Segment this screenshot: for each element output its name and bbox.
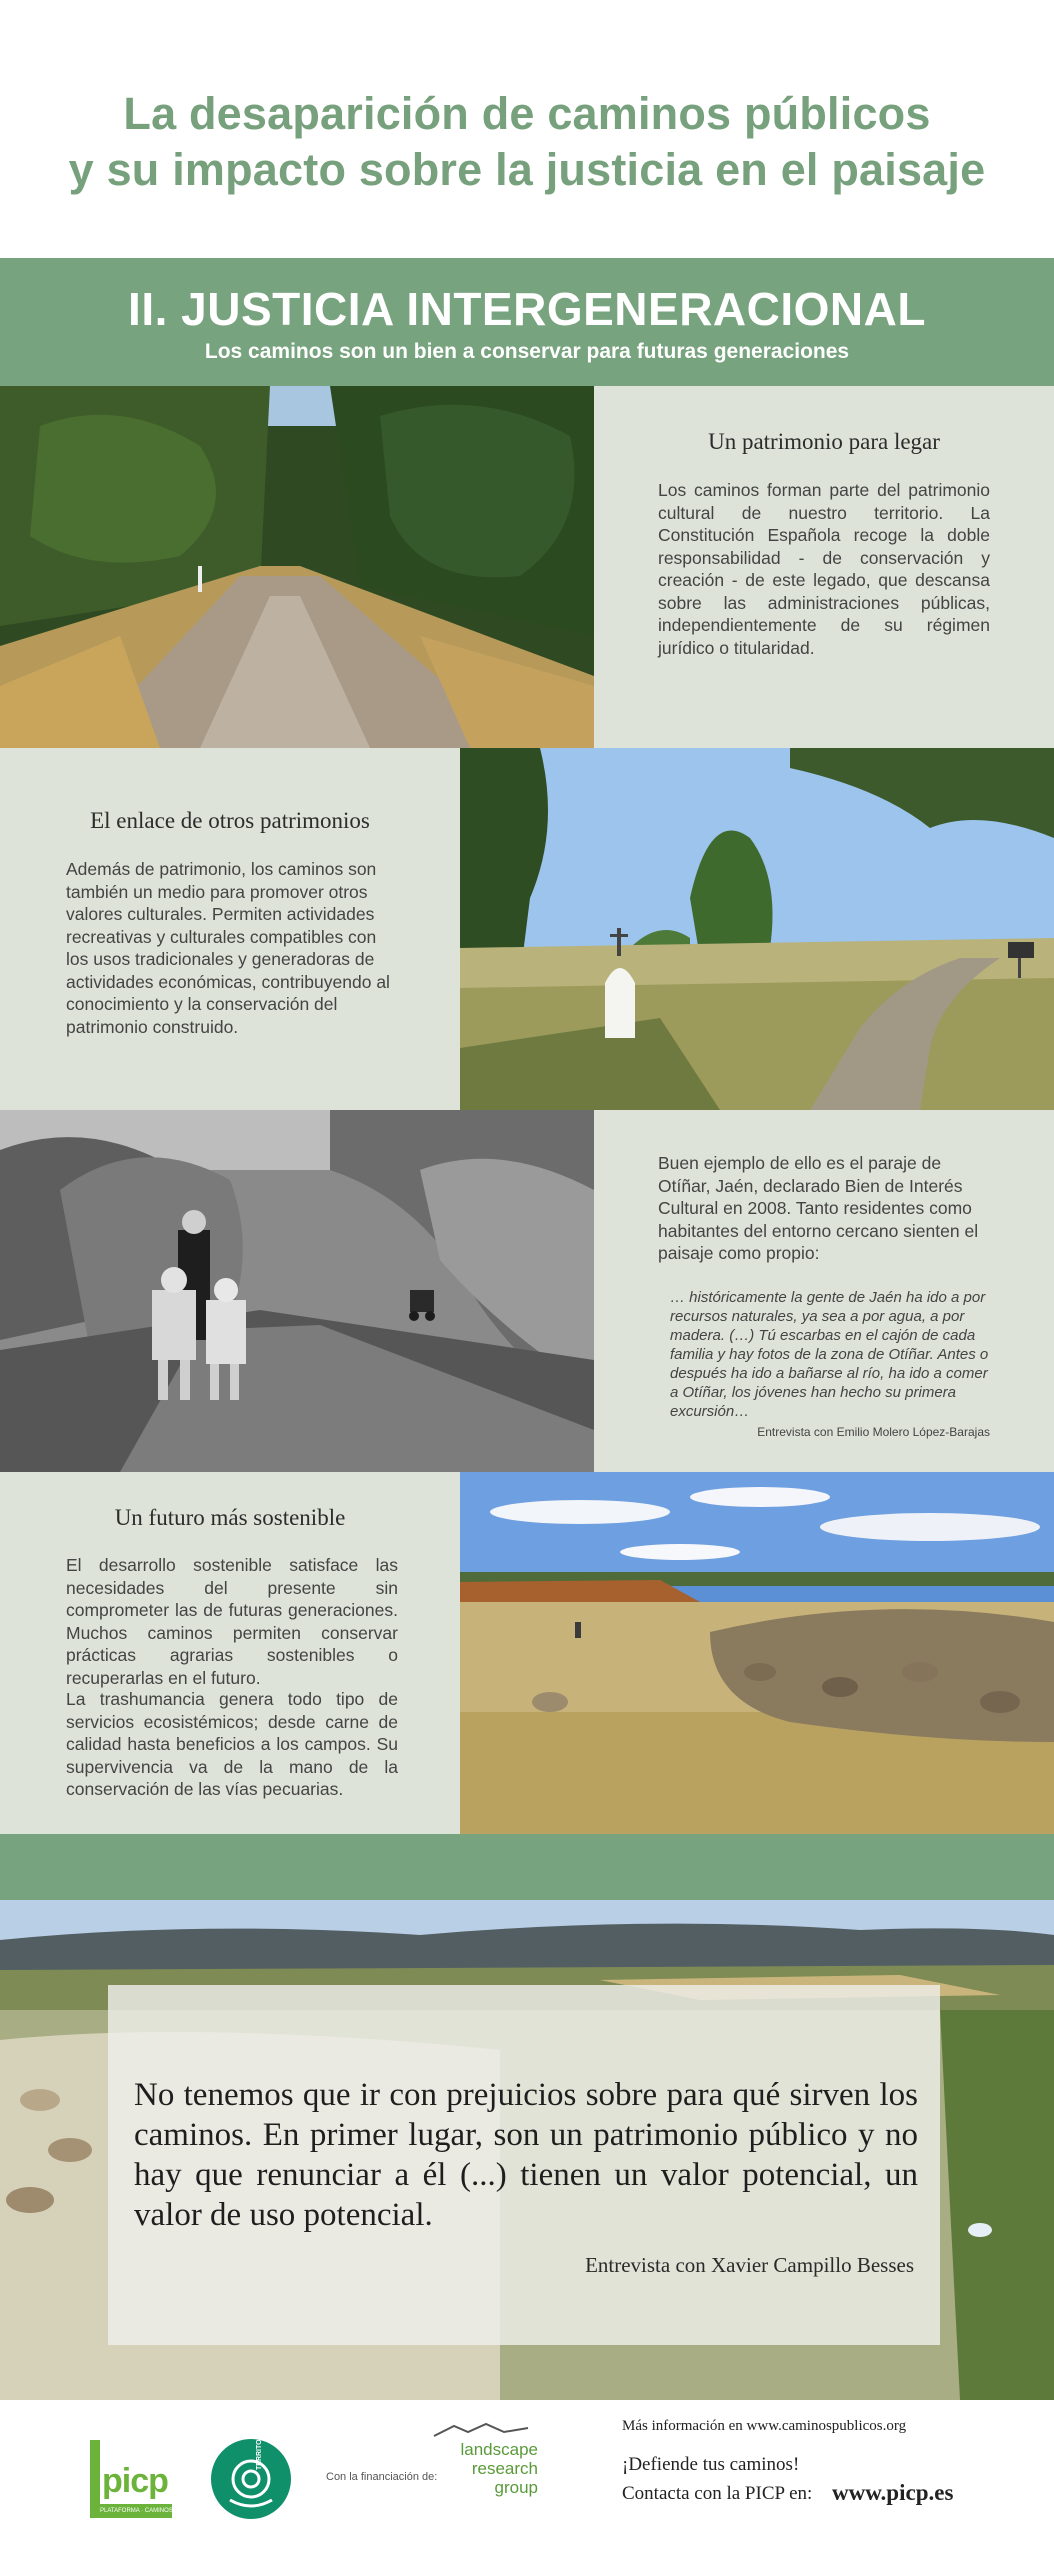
territoria-logo[interactable] <box>210 2427 292 2520</box>
contacta-text: Contacta con la PICP en: <box>622 2483 813 2504</box>
patrimonio-heading: Un patrimonio para legar <box>708 429 940 454</box>
section-title: II. JUSTICIA INTERGENERACIONAL <box>128 283 926 335</box>
page-header <box>0 0 1054 258</box>
mountain-line-icon <box>432 2422 532 2438</box>
defiende-text: ¡Defiende tus caminos! <box>622 2454 800 2475</box>
territoria-emblem-icon <box>210 2438 292 2520</box>
lrg-line3: group <box>494 2478 538 2497</box>
enlace-panel <box>0 748 460 1110</box>
row-otinar <box>0 1110 1054 1472</box>
otinar-quote: … históricamente la gente de Jaén ha ido a por recursos naturales, ya sea a por agua, a por madera. (…) Tú escarbas en el cajón de cada familia y hay fotos de la zona de Otíñar. Antes o después ha ido a bañarse al río, ha ido a comer a Otíñar, los jóvenes han hecho su primera excursión… <box>670 1289 989 1420</box>
sheep-flock-photo <box>460 1472 1054 1834</box>
territoria-logo-text: TERRITORIA <box>256 2427 263 2470</box>
picp-logo[interactable] <box>90 2440 205 2518</box>
futuro-heading: Un futuro más sostenible <box>114 1505 346 1530</box>
green-divider-strip <box>0 1834 1054 1900</box>
feature-quote-credit: Entrevista con Xavier Campillo Besses <box>585 2253 914 2277</box>
enlace-heading: El enlace de otros patrimonios <box>90 808 370 833</box>
row-enlace <box>0 748 1054 1110</box>
row-futuro <box>0 1472 1054 1834</box>
futuro-text-2: La trashumancia genera todo tipo de servicios ecosistémicos; desde carne de calidad hasta beneficios a los campos. Su supervivencia va de la mano de la conservación de las vías pecuarias. <box>66 1689 398 1799</box>
page-title-line2: y su impacto sobre la justicia en el paisaje <box>68 144 986 195</box>
section-subtitle: Los caminos son un bien a conservar para futuras generaciones <box>204 340 850 363</box>
historic-children-photo <box>0 1110 594 1472</box>
otinar-panel <box>594 1110 1054 1472</box>
enlace-text: Además de patrimonio, los caminos son también un medio para promover otros valores culturales. Permiten actividades recreativas y culturales compatibles con los usos tradicionales y generadoras de actividades económicas, contribuyendo al conocimiento y la conservación del patrimonio construido. <box>66 859 390 1037</box>
row-patrimonio <box>0 386 1054 748</box>
lrg-line1: landscape <box>460 2440 538 2459</box>
futuro-panel <box>0 1472 460 1834</box>
section-band <box>0 258 1054 386</box>
picp-logo-text: picp <box>102 2462 168 2500</box>
page-title-line1: La desaparición de caminos públicos <box>123 88 931 139</box>
feature-quote-box <box>108 1985 940 2345</box>
feature-quote-text: No tenemos que ir con prejuicios sobre para qué sirven los caminos. En primer lugar, son un patrimonio público y no hay que renunciar a él (...) tienen un valor potencial, un valor de uso potencial. <box>134 2077 918 2233</box>
otinar-quote-credit: Entrevista con Emilio Molero López-Barajas <box>757 1425 990 1439</box>
landscape-research-group-logo[interactable] <box>428 2422 538 2518</box>
patrimonio-text: Los caminos forman parte del patrimonio cultural de nuestro territorio. La Constitución Española recoge la doble responsabilidad - de conservación y creación - de este legado, que descansa sobre las administraciones públicas, independientemente de su régimen jurídico o titularidad. <box>658 480 990 658</box>
otinar-text: Buen ejemplo de ello es el paraje de Otíñar, Jaén, declarado Bien de Interés Cultural en 2008. Tanto residentes como habitantes del entorno cercano sienten el paisaje como propio: <box>658 1153 979 1263</box>
patrimonio-panel <box>594 386 1054 748</box>
lrg-line2: research <box>471 2459 538 2478</box>
more-info-link[interactable]: Más información en www.caminospublicos.org <box>622 2418 907 2434</box>
picp-website-link[interactable]: www.picp.es <box>832 2480 954 2505</box>
forest-path-photo <box>0 386 594 748</box>
footer <box>0 2400 1054 2560</box>
financiacion-label: Con la financiación de: <box>326 2471 438 2483</box>
picp-logo-subtext: PLATAFORMA · CAMINOS PÚBLICOS <box>100 2508 205 2514</box>
chapel-path-photo <box>460 748 1054 1110</box>
futuro-text-1: El desarrollo sostenible satisface las necesidades del presente sin comprometer las de futuras generaciones. Muchos caminos permiten conservar prácticas agrarias sostenibles o recuperarlas en el futuro. <box>66 1555 398 1688</box>
